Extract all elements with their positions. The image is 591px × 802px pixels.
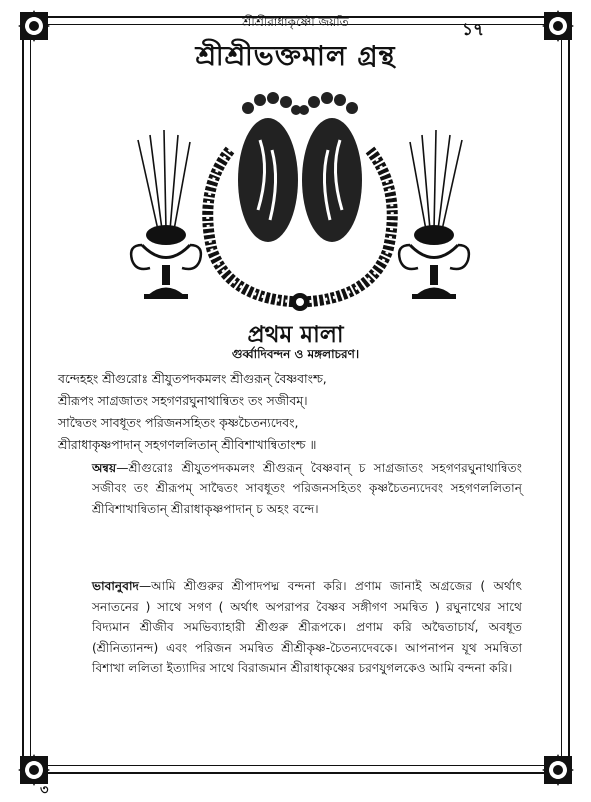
verse-line: শ্রীরাধাকৃষ্ণপাদান্ সহগণললিতান্ শ্রীবিশাখান্বিতাংশ্চ ॥ bbox=[58, 437, 317, 452]
translation-text: —আমি শ্রীগুরুর শ্রীপাদপদ্ম বন্দনা করি। প্রণাম জানাই অগ্রজের ( অর্থাৎ সনাতনের ) সাথে সগণ ( অর্থাৎ অপরাপর বৈষ্ণব সঙ্গীগণ সমন্বিত ) রঘুনাথের সাথে বিদ্যমান শ্রীজীব সমভিব্যাহারী শ্রীগুরু শ্রীরূপকে। প্রণাম করি অদ্বৈতাচার্য, অবধূত (শ্রীনিত্যানন্দ) এবং পরিজন সমন্বিত শ্রীশ্রীকৃষ্ণ-চৈতন্যদেবকে। আপনাপন যূথ সমন্বিতা বিশাখা ললিতা ইত্যাদির সাথে বিরাজমান শ্রীরাধাকৃষ্ণের চরণযুগলকেও আমি বন্দনা করি। bbox=[92, 579, 522, 675]
garland-icon bbox=[208, 150, 393, 302]
page-number: ১৭ bbox=[462, 20, 485, 40]
anvaya-label: অন্বয় bbox=[92, 461, 117, 475]
anvaya-paragraph bbox=[92, 458, 522, 519]
verse-line: বন্দেহহং শ্রীগুরোঃ শ্রীযুতপদকমলং শ্রীগুরূন্ বৈষ্ণবাংশ্চ, bbox=[58, 371, 327, 386]
incense-sticks-right-icon bbox=[410, 130, 462, 230]
bottom-folio: ৩ bbox=[40, 783, 49, 798]
book-title: শ্রীশ্রীভক্তমাল গ্রন্থ bbox=[195, 41, 396, 72]
anvaya-text: —শ্রীগুরোঃ শ্রীযুতপদকমলং শ্রীগুরূন্ বৈষ্ণবান্ চ সাগ্রজাতং সহগণরঘুনাথান্বিতং সজীবং তং শ্রীরূপম্ সাদ্বৈতং সাবধূতং পরিজনসহিতং কৃষ্ণচৈতন্যদেবং সহগণললিতান্ শ্রীবিশাখান্বিতান্ শ্রীরাধাকৃষ্ণপাদান্ চ অহং বন্দে। bbox=[92, 461, 522, 516]
verse-line: সাদ্বৈতং সাবধূতং পরিজনসহিতং কৃষ্ণচৈতন্যদেবং, bbox=[58, 415, 299, 430]
verse-line: শ্রীরূপং সাগ্রজাতং সহগণরঘুনাথান্বিতং তং সজীবম্। bbox=[58, 393, 308, 408]
corner-ornament-icon bbox=[540, 752, 576, 788]
chapter-title: প্রথম মালা bbox=[247, 322, 344, 348]
translation-label: ভাবানুবাদ bbox=[92, 579, 139, 593]
footprints-icon bbox=[238, 92, 362, 242]
translation-paragraph bbox=[92, 576, 522, 679]
lamp-right-icon bbox=[399, 225, 469, 299]
invocation-line: শ্রীশ্রীরাধাকৃষ্ণৌ জয়তি bbox=[242, 15, 349, 29]
lamp-left-icon bbox=[131, 225, 201, 299]
chapter-subtitle: গুর্ব্বাদিবন্দন ও মঙ্গলাচরণ। bbox=[231, 347, 360, 361]
footprints-garland-illustration bbox=[120, 80, 480, 320]
incense-sticks-left-icon bbox=[138, 130, 190, 230]
sanskrit-verse bbox=[58, 368, 528, 456]
